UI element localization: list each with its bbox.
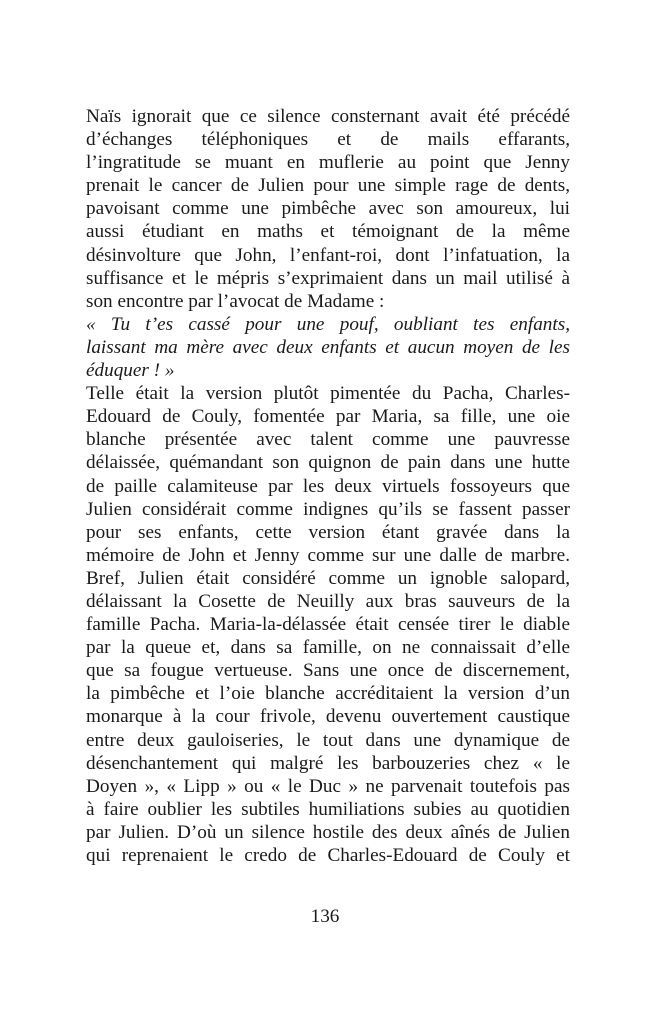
text-line: aussi étudiant en maths et témoignant de la même (86, 221, 570, 243)
text-line: par Julien. D’où un silence hostile des deux aînés de Julien (86, 821, 570, 843)
text-line: délaissant la Cosette de Neuilly aux bras sauveurs de la (86, 590, 570, 612)
text-line: désenchantement qui malgré les barbouzeries chez « le (86, 752, 570, 774)
text-line: pour ses enfants, cette version étant gravée dans la (86, 521, 570, 543)
text-line: désinvolture que John, l’enfant-roi, dont l’infatuation, la (86, 244, 570, 266)
text-line: qui reprenaient le credo de Charles-Edouard de Couly et (86, 845, 570, 866)
text-line: d’échanges téléphoniques et de mails effarants, (86, 129, 570, 151)
text-line: Telle était la version plutôt pimentée du Pacha, Charles- (86, 383, 570, 405)
text-line: Bref, Julien était considéré comme un ignoble salopard, (86, 567, 570, 589)
page-body (86, 105, 570, 867)
text-line: entre deux gauloiseries, le tout dans une dynamique de (86, 729, 570, 751)
text-line: l’ingratitude se muant en muflerie au point que Jenny (86, 152, 570, 174)
text-line: blanche présentée avec talent comme une pauvresse (86, 429, 570, 451)
text-line: monarque à la cour frivole, devenu ouvertement caustique (86, 706, 570, 728)
text-line: son encontre par l’avocat de Madame : (86, 290, 385, 312)
text-line: Doyen », « Lipp » ou « le Duc » ne parvenait toutefois pas (86, 775, 570, 797)
quote-line: laissant ma mère avec deux enfants et aucun moyen de les (86, 336, 570, 358)
text-line: délaissée, quémandant son quignon de pain dans une hutte (86, 452, 570, 474)
text-line: prenait le cancer de Julien pour une simple rage de dents, (86, 175, 570, 197)
text-line: Edouard de Couly, fomentée par Maria, sa fille, une oie (86, 406, 570, 428)
text-line: par la queue et, dans sa famille, on ne connaissait d’elle (86, 637, 570, 659)
page-number: 136 (310, 906, 340, 927)
text-line: Julien considérait comme indignes qu’ils se fassent passer (86, 498, 570, 520)
text-line: la pimbêche et l’oie blanche accréditaient la version d’un (86, 683, 570, 705)
text-line: famille Pacha. Maria-la-délassée était censée tirer le diable (86, 614, 570, 636)
text-line: mémoire de John et Jenny comme sur une dalle de marbre. (86, 544, 570, 566)
text-line: de paille calamiteuse par les deux virtuels fossoyeurs que (86, 475, 570, 497)
text-line: pavoisant comme une pimbêche avec son amoureux, lui (86, 198, 570, 220)
text-line: à faire oublier les subtiles humiliations subies au quotidien (86, 798, 570, 820)
text-line: suffisance et le mépris s’exprimaient dans un mail utilisé à (86, 267, 570, 289)
quote-line: éduquer ! » (86, 360, 175, 382)
quote-line: « Tu t’es cassé pour une pouf, oubliant tes enfants, (86, 313, 570, 335)
text-line: que sa fougue vertueuse. Sans une once de discernement, (86, 660, 570, 682)
text-line: Naïs ignorait que ce silence consternant avait été précédé (86, 106, 570, 127)
